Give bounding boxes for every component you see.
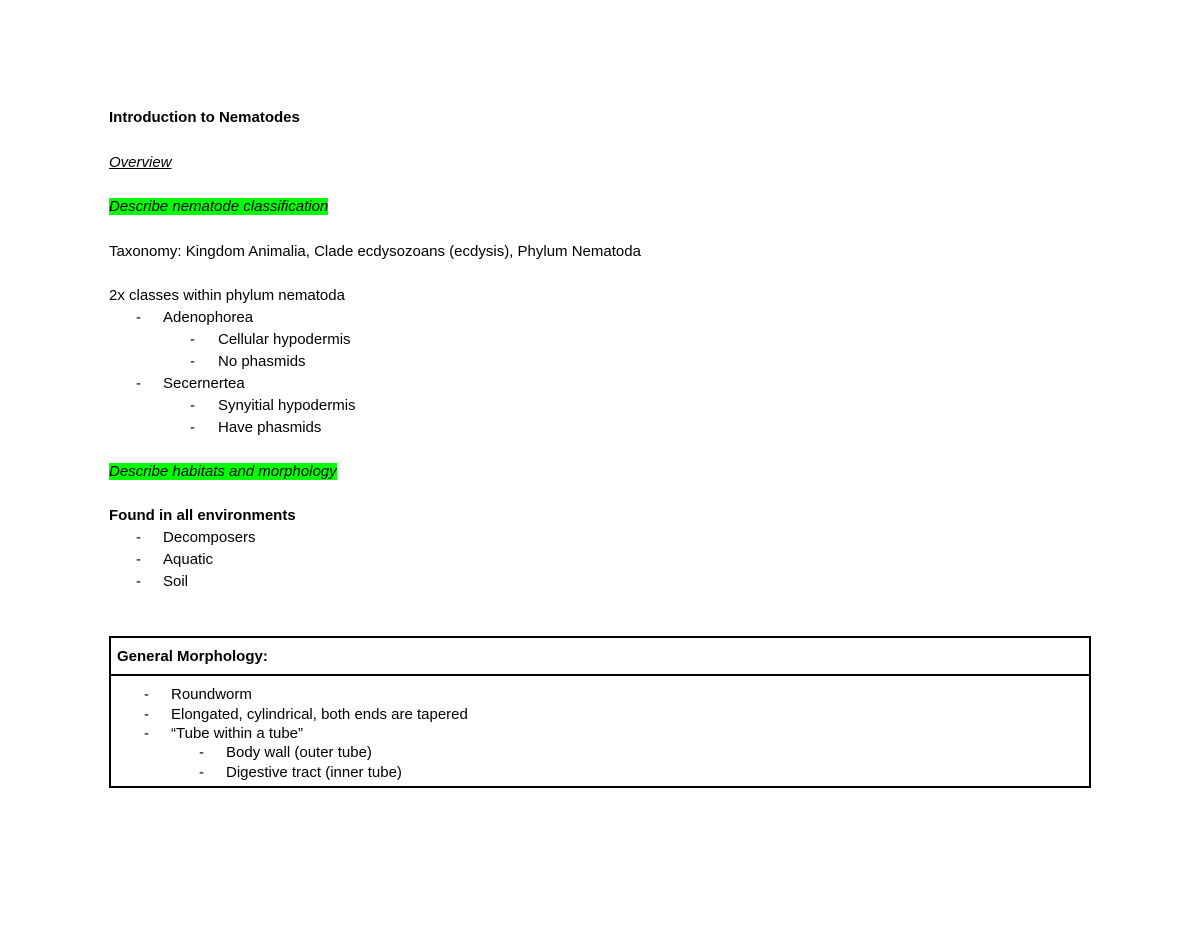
document-title: Introduction to Nematodes [109, 109, 300, 126]
bullet-dash: - [136, 573, 141, 590]
habitat-prompt-text: Describe habitats and morphology [109, 463, 337, 480]
class-trait: Synyitial hypodermis [218, 397, 356, 414]
morphology-item: “Tube within a tube” [171, 725, 304, 742]
bullet-dash: - [190, 353, 195, 370]
morphology-table-header [111, 638, 1089, 676]
classification-prompt-text: Describe nematode classification [109, 198, 329, 215]
morphology-sub-item: Digestive tract (inner tube) [226, 764, 402, 781]
bullet-dash: - [136, 309, 141, 326]
classes-intro: 2x classes within phylum nematoda [109, 287, 345, 304]
bullet-dash: - [144, 686, 149, 703]
bullet-dash: - [136, 529, 141, 546]
environment-item: Aquatic [163, 551, 214, 568]
bullet-dash: - [144, 706, 149, 723]
class-trait: No phasmids [218, 353, 306, 370]
classification-prompt [109, 197, 328, 217]
bullet-dash: - [199, 764, 204, 781]
morphology-table [109, 636, 1091, 788]
morphology-sub-item: Body wall (outer tube) [226, 744, 372, 761]
habitat-prompt [109, 462, 337, 482]
bullet-dash: - [136, 375, 141, 392]
bullet-dash: - [190, 397, 195, 414]
bullet-dash: - [190, 331, 195, 348]
bullet-dash: - [136, 551, 141, 568]
morphology-heading: General Morphology: [117, 648, 268, 665]
overview-heading-text: Overview [109, 154, 172, 171]
class-trait: Have phasmids [218, 419, 322, 436]
class-name-secernertea: Secernertea [163, 375, 245, 392]
morphology-item: Elongated, cylindrical, both ends are tapered [171, 706, 468, 723]
environment-item: Decomposers [163, 529, 256, 546]
class-name-adenophorea: Adenophorea [163, 309, 254, 326]
class-trait: Cellular hypodermis [218, 331, 351, 348]
morphology-item: Roundworm [171, 686, 252, 703]
bullet-dash: - [199, 744, 204, 761]
environments-heading: Found in all environments [109, 507, 296, 524]
overview-heading [109, 153, 172, 173]
environment-item: Soil [163, 573, 189, 590]
taxonomy-line: Taxonomy: Kingdom Animalia, Clade ecdysozoans (ecdysis), Phylum Nematoda [109, 243, 641, 260]
bullet-dash: - [144, 725, 149, 742]
bullet-dash: - [190, 419, 195, 436]
